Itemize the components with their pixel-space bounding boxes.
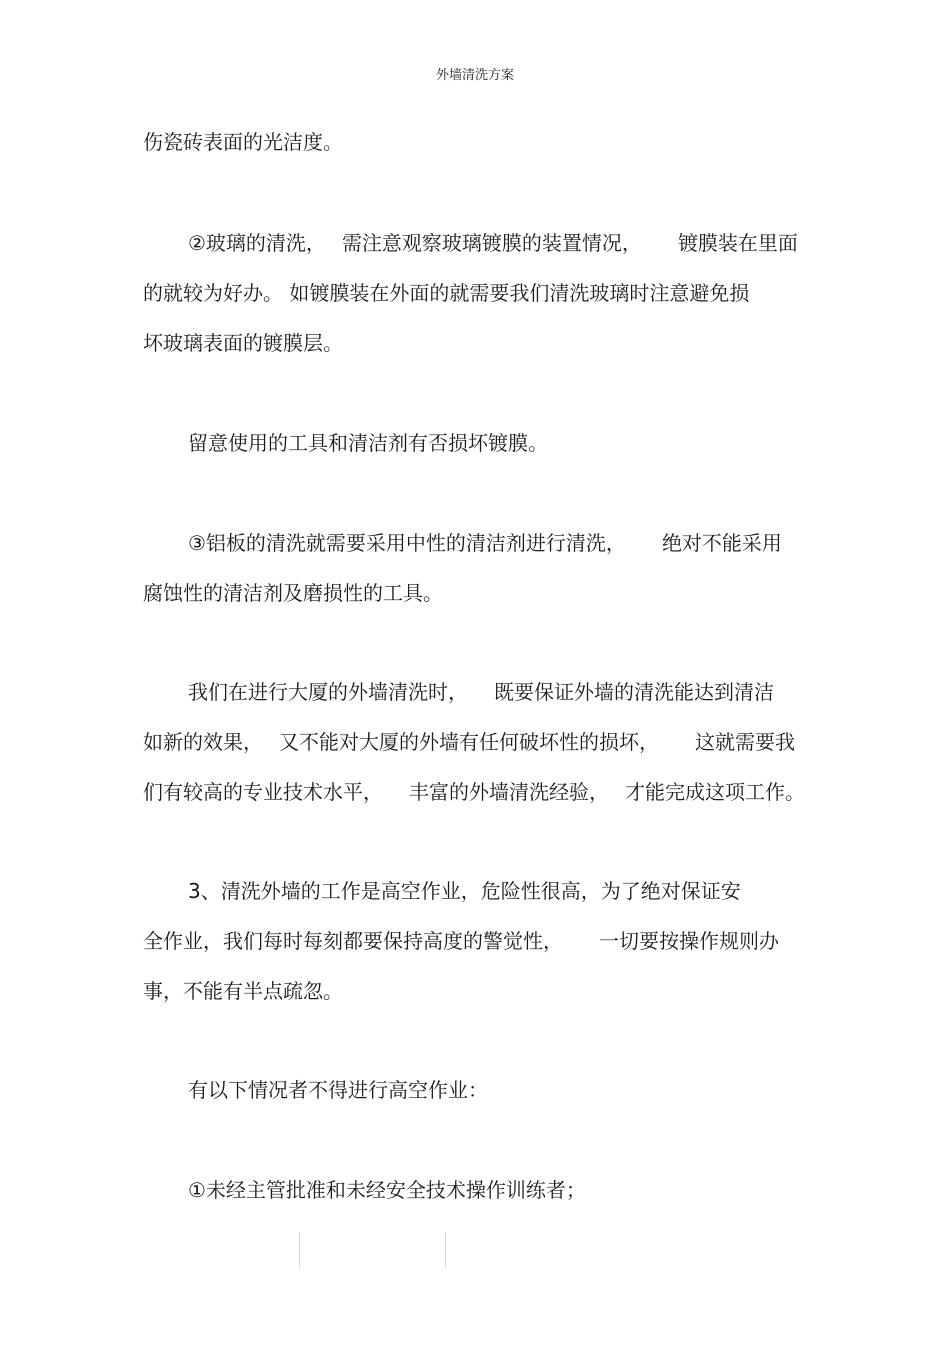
paragraph-professional-skills: [143, 667, 823, 817]
text-segment: 绝对不能采用: [661, 531, 782, 555]
text-line: 的就较为好办。 如镀膜装在外面的就需要我们清洗玻璃时注意避免损: [143, 281, 750, 305]
text-segment: 们有较高的专业技术水平，: [143, 780, 383, 804]
paragraph-coating-note: [143, 418, 823, 468]
text-segment: 一切要按操作规则办: [599, 929, 779, 953]
text-line: 伤瓷砖表面的光洁度。: [143, 130, 343, 154]
text-segment: 丰富的外墙清洗经验，: [409, 780, 609, 804]
text-line: [143, 518, 823, 568]
text-line: ①未经主管批准和未经安全技术操作训练者；: [188, 1178, 586, 1202]
text-line: 腐蚀性的清洁剂及磨损性的工具。: [143, 581, 443, 605]
text-line: 坏玻璃表面的镀膜层。: [143, 331, 343, 355]
text-segment: 又不能对大厦的外墙有任何破坏性的损坏，: [279, 730, 659, 754]
footer-divider-right: [445, 1232, 446, 1268]
paragraph-aluminum-cleaning: [143, 518, 823, 618]
text-segment: 如新的效果，: [143, 730, 263, 754]
text-line: 3、清洗外墙的工作是高空作业，危险性很高，为了绝对保证安: [188, 879, 741, 903]
paragraph-high-altitude-safety: [143, 866, 823, 1016]
text-segment: 这就需要我: [695, 730, 795, 754]
text-segment: ②玻璃的清洗，: [188, 231, 326, 255]
paragraph-restrictions-heading: [143, 1065, 823, 1115]
paragraph-restriction-item-1: [143, 1165, 823, 1215]
paragraph-glass-cleaning: [143, 218, 823, 368]
footer-divider-left: [299, 1232, 300, 1268]
text-line: [143, 767, 823, 817]
text-segment: ③铝板的清洗就需要采用中性的清洁剂进行清洗，: [188, 531, 626, 555]
text-segment: 需注意观察玻璃镀膜的装置情况，: [341, 231, 642, 255]
text-line: [143, 717, 823, 767]
text-line: 事，不能有半点疏忽。: [143, 979, 343, 1003]
page-header-title: 外墙清洗方案: [435, 68, 514, 83]
text-line: [143, 916, 823, 966]
text-segment: 才能完成这项工作。: [625, 780, 805, 804]
text-segment: 我们在进行大厦的外墙清洗时，: [188, 680, 468, 704]
text-segment: 全作业，我们每时每刻都要保持高度的警觉性，: [143, 929, 563, 953]
text-line: [143, 218, 823, 268]
text-segment: 镀膜装在里面: [677, 231, 798, 255]
text-line: [143, 667, 823, 717]
text-line: 留意使用的工具和清洁剂有否损坏镀膜。: [188, 431, 548, 455]
text-line: 有以下情况者不得进行高空作业：: [188, 1078, 488, 1102]
paragraph-continuation: [143, 117, 823, 167]
text-segment: 既要保证外墙的清洗能达到清洁: [494, 680, 774, 704]
